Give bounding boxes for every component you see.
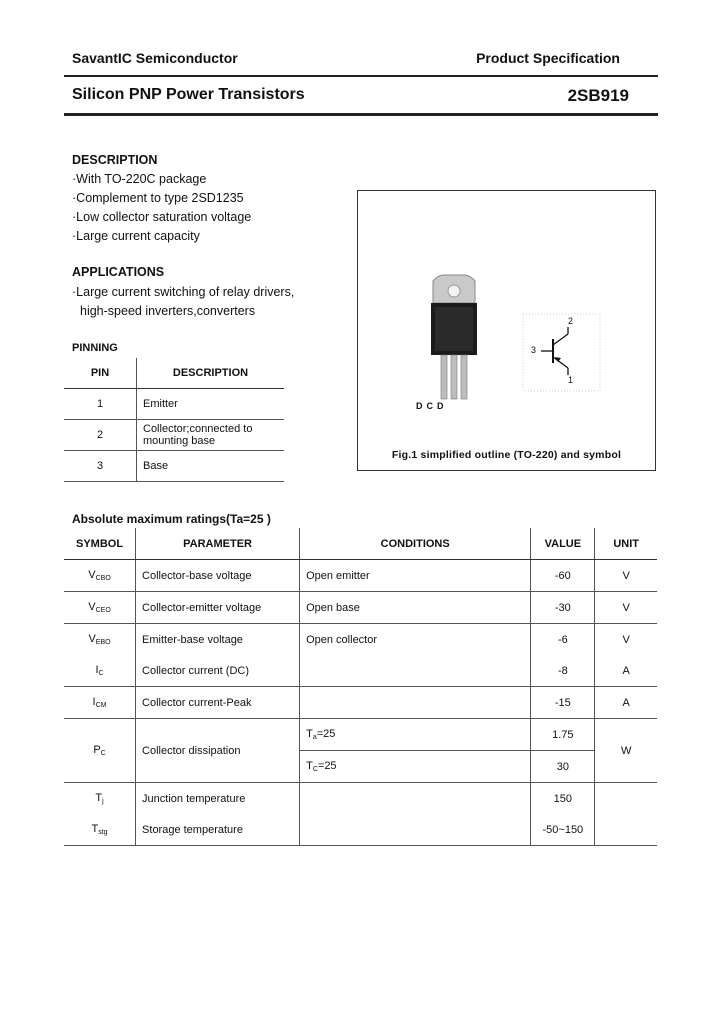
rating-symbol: $V_{CEO}$ (64, 592, 136, 624)
lead-label: C (426, 401, 437, 411)
rating-unit (595, 783, 657, 815)
pin-description: Collector;connected to mounting base (137, 420, 285, 451)
rating-unit: A (595, 687, 657, 719)
pin-description: Base (137, 451, 285, 482)
pinning-heading: PINNING (72, 342, 118, 354)
rating-parameter: Storage temperature (136, 814, 300, 846)
ratings-heading: Absolute maximum ratings(Ta=25 ) (72, 512, 271, 526)
product-line-title: Silicon PNP Power Transistors (72, 86, 305, 103)
table-row (64, 420, 284, 451)
rating-value: -60 (531, 560, 595, 592)
figure-box (357, 190, 656, 471)
symbol-pin-label: 3 (531, 345, 537, 355)
lead-labels (416, 401, 448, 411)
description-item: ·Large current capacity (72, 229, 200, 243)
pin-number: 3 (64, 451, 137, 482)
rating-unit (595, 814, 657, 846)
pin-number: 2 (64, 420, 137, 451)
ratings-table (64, 528, 657, 846)
to220-package-drawing (358, 191, 655, 470)
rating-condition (300, 814, 531, 846)
part-number: 2SB919 (567, 86, 629, 105)
table-row (64, 451, 284, 482)
rating-value: 30 (531, 751, 595, 783)
rating-condition: Open collector (300, 624, 531, 656)
table-row (64, 389, 284, 420)
parameter-column-header: PARAMETER (136, 528, 300, 560)
rating-parameter: Collector current (DC) (136, 655, 300, 687)
pin-description-column-header: DESCRIPTION (137, 358, 285, 389)
unit-column-header: UNIT (595, 528, 657, 560)
rating-value: -30 (531, 592, 595, 624)
rating-symbol: $I_C$ (64, 655, 136, 687)
title-divider (64, 113, 658, 116)
table-row (64, 592, 657, 624)
description-heading: DESCRIPTION (72, 153, 158, 167)
rating-unit: W (595, 719, 657, 783)
table-row (64, 814, 657, 846)
rating-symbol: $I_{CM}$ (64, 687, 136, 719)
pin-column-header: PIN (64, 358, 137, 389)
rating-symbol: $T_{stg}$ (64, 814, 136, 846)
rating-parameter: Collector-emitter voltage (136, 592, 300, 624)
pinning-table (64, 358, 284, 482)
conditions-column-header: CONDITIONS (300, 528, 531, 560)
pin-number: 1 (64, 389, 137, 420)
table-row (64, 687, 657, 719)
rating-unit: A (595, 655, 657, 687)
pin-description: Emitter (137, 389, 285, 420)
rating-condition: Open base (300, 592, 531, 624)
description-item: ·Complement to type 2SD1235 (72, 191, 244, 205)
applications-heading: APPLICATIONS (72, 265, 165, 279)
table-row (64, 655, 657, 687)
rating-value: -15 (531, 687, 595, 719)
rating-parameter: Collector dissipation (136, 719, 300, 783)
table-row (64, 624, 657, 656)
rating-value: -50~150 (531, 814, 595, 846)
applications-item: ·Large current switching of relay drivers, (72, 285, 295, 299)
rating-condition (300, 783, 531, 815)
rating-symbol: $T_j$ (95, 792, 104, 805)
rating-condition: Open emitter (300, 560, 531, 592)
description-item: ·With TO-220C package (72, 172, 207, 186)
rating-symbol: $P_C$ (64, 719, 136, 783)
rating-unit: V (595, 560, 657, 592)
table-row (64, 719, 657, 751)
rating-parameter: Collector-base voltage (136, 560, 300, 592)
symbol-column-header: SYMBOL (64, 528, 136, 560)
table-row (64, 560, 657, 592)
rating-symbol: $V_{EBO}$ (88, 633, 111, 646)
rating-parameter: Collector current-Peak (136, 687, 300, 719)
rating-parameter: Junction temperature (136, 783, 300, 815)
rating-parameter: Emitter-base voltage (136, 624, 300, 656)
applications-item: high-speed inverters,converters (80, 304, 256, 318)
rating-unit: V (595, 592, 657, 624)
description-item: ·Low collector saturation voltage (72, 210, 252, 224)
document-type: Product Specification (476, 50, 620, 66)
rating-value: 150 (531, 783, 595, 815)
rating-value: -8 (531, 655, 595, 687)
figure-caption: Fig.1 simplified outline (TO-220) and symbol (391, 449, 622, 461)
header-divider (64, 75, 658, 77)
company-name: SavantIC Semiconductor (72, 50, 238, 66)
table-row (64, 783, 657, 815)
rating-value: -6 (531, 624, 595, 656)
rating-condition: $T_C=25$ (300, 751, 531, 783)
rating-condition (300, 655, 531, 687)
symbol-pin-label: 1 (568, 375, 574, 385)
rating-value: 1.75 (531, 719, 595, 751)
rating-condition: $T_a=25$ (300, 719, 531, 751)
rating-symbol: $V_{CBO}$ (64, 560, 136, 592)
lead-label: D (437, 401, 448, 411)
symbol-pin-label: 2 (568, 316, 574, 326)
rating-unit: V (595, 624, 657, 656)
value-column-header: VALUE (531, 528, 595, 560)
rating-condition (300, 687, 531, 719)
lead-label: D (416, 401, 427, 411)
